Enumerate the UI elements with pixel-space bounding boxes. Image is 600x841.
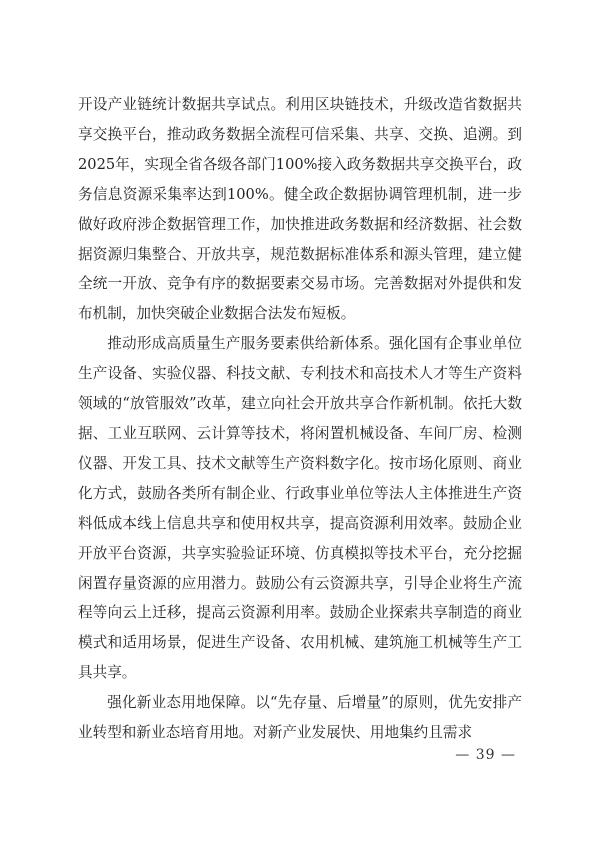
paragraph-production-services: 推动形成高质量生产服务要素供给新体系。强化国有企事业单位生产设备、实验仪器、科技文献、专利技术和高技术人才等生产资料领域的“放管服效”改革，建立向社会开放共享合作新机制。依托大数据、工业互联网、云计算等技术，将闲置机械设备、车间厂房、检测仪器、开发工具、技术文献等生产资料数字化。按市场化原则、商业化方式，鼓励各类所有制企业、行政事业单位等法人主体推进生产资料低成本线上信息共享和使用权共享，提高资源利用效率。鼓励企业开放平台资源，共享实验验证环境、仿真模拟等技术平台，充分挖掘闲置存量资源的应用潜力。鼓励公有云资源共享，引导企业将生产流程等向云上迁移，提高云资源利用率。鼓励企业探索共享制造的商业模式和适用场景，促进生产设备、农用机械、建筑施工机械等生产工具共享。 — [78, 335, 522, 682]
body-text — [78, 90, 522, 748]
paragraph-land-guarantee: 强化新业态用地保障。以“先存量、后增量”的原则，优先安排产业转型和新业态培育用地。对新产业发展快、用地集约且需求 — [78, 694, 522, 742]
page-number: — 39 — — [455, 747, 516, 763]
paragraph-data-sharing: 开设产业链统计数据共享试点。利用区块链技术，升级改造省数据共享交换平台，推动政务数据全流程可信采集、共享、交换、追溯。到2025年，实现全省各级各部门100%接入政务数据共享交换平台，政务信息资源采集率达到100%。健全政企数据协调管理机制，进一步做好政府涉企数据管理工作，加快推进政务数据和经济数据、社会数据资源归集整合、开放共享，规范数据标准体系和源头管理，建立健全统一开放、竞争有序的数据要素交易市场。完善数据对外提供和发布机制，加快突破企业数据合法发布短板。 — [78, 96, 522, 323]
